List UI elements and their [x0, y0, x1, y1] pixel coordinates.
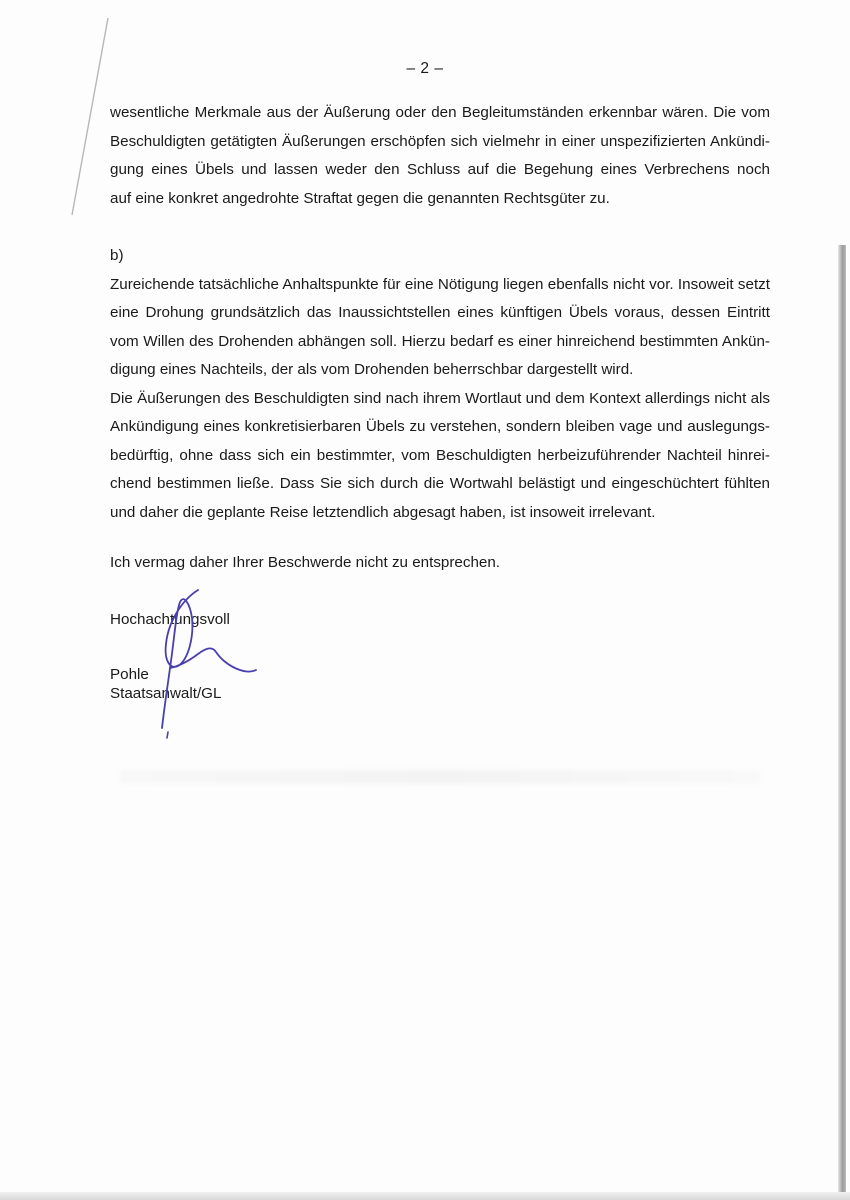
text-line: eine Drohung grundsätzlich das Inaussichtstellen eines künftigen Übels voraus, dessen Eintritt — [110, 304, 770, 321]
text-line: bedürftig, ohne dass sich ein bestimmter, vom Beschuldigten herbeizuführender Nachteil hinrei- — [110, 446, 770, 464]
section-b-heading: b) — [110, 247, 124, 264]
text-line: auf eine konkret angedrohte Straftat gegen die genannten Rechtsgüter zu. — [110, 189, 610, 207]
text-line: Die Äußerungen des Beschuldigten sind nach ihrem Wortlaut und dem Kontext allerdings nicht als — [110, 389, 770, 407]
conclusion — [110, 549, 770, 578]
handwritten-signature — [140, 582, 265, 742]
text-line: gung eines Übels und lassen weder den Schluss auf die Begehung eines Verbrechens noch — [110, 161, 770, 178]
paragraph-a-continuation — [110, 99, 770, 213]
page-number: – 2 – — [406, 60, 444, 77]
closing-text: Hochachtungsvoll — [110, 611, 230, 628]
text-line: chend bestimmen ließe. Dass Sie sich durch die Wortwahl belästigt und eingeschüchtert fühlten — [110, 475, 770, 492]
text-line: vom Willen des Drohenden abhängen soll. Hierzu bedarf es einer hinreichend bestimmten Ankün- — [110, 332, 770, 350]
text-line: Ankündigung eines konkretisierbaren Übels zu verstehen, sondern bleiben vage und auslegungs- — [110, 418, 770, 435]
scan-bleed-through — [120, 770, 760, 784]
text-line: Beschuldigten getätigten Äußerungen erschöpfen sich vielmehr in einer unspezifizierten Ankündi- — [110, 132, 770, 150]
page-bottom-edge — [0, 1192, 850, 1200]
section-b — [110, 242, 770, 527]
text-line: wesentliche Merkmale aus der Äußerung oder den Begleitumständen erkennbar wären. Die vom — [110, 104, 770, 121]
text-line: digung eines Nachteils, der als vom Drohenden beherrschbar dargestellt wird. — [110, 361, 634, 378]
page-edge-shadow — [838, 245, 846, 1200]
scan-artifact-line — [0, 0, 120, 220]
signer-title: Staatsanwalt/GL — [110, 685, 222, 702]
conclusion-text: Ich vermag daher Ihrer Beschwerde nicht zu entsprechen. — [110, 554, 501, 571]
text-line: Zureichende tatsächliche Anhaltspunkte für eine Nötigung liegen ebenfalls nicht vor. Insoweit setzt — [110, 275, 770, 293]
text-line: und daher die geplante Reise letztendlich abgesagt haben, ist insoweit irrelevant. — [110, 503, 656, 521]
signer-name: Pohle — [110, 666, 149, 683]
